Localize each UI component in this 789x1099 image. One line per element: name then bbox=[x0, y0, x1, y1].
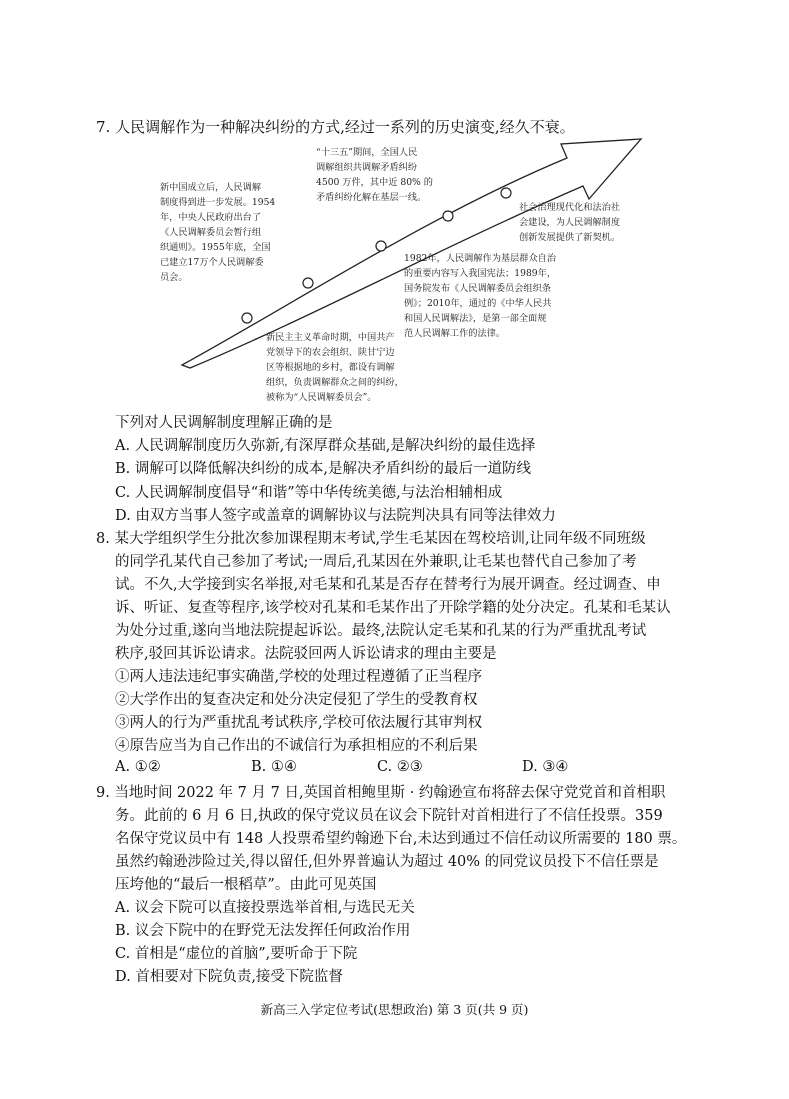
question-7-prompt: 下列对人民调解制度理解正确的是 bbox=[115, 415, 333, 431]
timeline-node bbox=[376, 241, 386, 251]
question-8-item-4: ④原告应当为自己作出的不诚信行为承担相应的不利后果 bbox=[115, 738, 478, 754]
question-8-choice-a: A. ①② bbox=[115, 759, 161, 775]
timeline-note-1954: 新中国成立后，人民调解 制度得到进一步发展。1954 年，中央人民政府出台了 《人民调解委员会暂行组 织通则》。1955年底，全国 已建立17万个人民调解委 员会。 bbox=[160, 182, 276, 283]
question-8-choices bbox=[115, 759, 675, 781]
question-8-choice-c: C. ②③ bbox=[377, 759, 423, 775]
question-8-line-3: 试。不久,大学接到实名举报,对毛某和孔某是否存在替考行为展开调查。经过调查、申 bbox=[115, 577, 661, 593]
question-8-item-3: ③两人的行为严重扰乱考试秩序,学校可依法履行其审判权 bbox=[115, 715, 483, 731]
question-8-line-5: 为处分过重,遂向当地法院提起诉讼。最终,法院认定毛某和孔某的行为严重扰乱考试 bbox=[115, 623, 647, 639]
timeline-node bbox=[242, 313, 252, 323]
question-8-line-1: 8. 某大学组织学生分批次参加课程期末考试,学生毛某因在驾校培训,让同年级不同班级 bbox=[96, 531, 646, 547]
question-7-option-b: B. 调解可以降低解决纠纷的成本,是解决矛盾纠纷的最后一道防线 bbox=[115, 461, 531, 477]
question-9-option-b: B. 议会下院中的在野党无法发挥任何政治作用 bbox=[115, 923, 411, 939]
timeline-note-1982: 1982年，人民调解作为基层群众自治 的重要内容写入我国宪法；1989年， 国务院发布《人民调解委员会组织条 例》；2010年，通过的《中华人民共 和国人民调解法》，是第一部全面规 范人民调解工作的法律。 bbox=[404, 253, 557, 339]
question-9-line-5: 压垮他的“最后一根稻草”。由此可见英国 bbox=[115, 877, 377, 893]
question-7-option-a: A. 人民调解制度历久弥新,有深厚群众基础,是解决纠纷的最佳选择 bbox=[115, 438, 536, 454]
question-8-choice-b: B. ①④ bbox=[251, 759, 297, 775]
timeline-node bbox=[501, 188, 511, 198]
timeline-note-13th-five-year: “十三五”期间，全国人民 调解组织共调解矛盾纠纷 4500 万件，其中近 80% 的 矛盾纠纷化解在基层一线。 bbox=[316, 147, 433, 203]
timeline-note-modernization: 社会治理现代化和法治社 会建设，为人民调解制度 创新发展提供了新契机。 bbox=[519, 202, 621, 243]
question-9-line-3: 名保守党议员中有 148 人投票希望约翰逊下台,未达到通过不信任动议所需要的 180 票。 bbox=[115, 831, 687, 847]
question-8-line-2: 的同学孔某代自己参加了考试;一周后,孔某因在外兼职,让毛某也替代自己参加了考 bbox=[115, 554, 637, 570]
question-8-item-2: ②大学作出的复查决定和处分决定侵犯了学生的受教育权 bbox=[115, 692, 478, 708]
timeline-node bbox=[443, 211, 453, 221]
question-8-line-6: 秩序,驳回其诉讼请求。法院驳回两人诉讼请求的理由主要是 bbox=[115, 646, 497, 662]
timeline-node bbox=[303, 278, 313, 288]
page-footer: 新高三入学定位考试(思想政治) 第 3 页(共 9 页) bbox=[260, 1002, 529, 1017]
question-9-line-2: 务。此前的 6 月 6 日,执政的保守党议员在议会下院针对首相进行了不信任投票。359 bbox=[115, 808, 663, 824]
question-8-choice-d: D. ③④ bbox=[522, 759, 569, 775]
question-8-item-1: ①两人违法违纪事实确凿,学校的处理过程遵循了正当程序 bbox=[115, 669, 483, 685]
question-9-line-4: 虽然约翰逊涉险过关,得以留任,但外界普遍认为超过 40% 的同党议员投下不信任票是 bbox=[115, 854, 659, 870]
question-9-option-d: D. 首相要对下院负责,接受下院监督 bbox=[115, 969, 343, 985]
question-9-line-1: 9. 当地时间 2022 年 7 月 7 日,英国首相鲍里斯 · 约翰逊宣布将辞去保守党党首和首相职 bbox=[96, 785, 666, 801]
question-7-stem: 7. 人民调解作为一种解决纠纷的方式,经过一系列的历史演变,经久不衰。 bbox=[96, 118, 575, 136]
question-9-option-a: A. 议会下院可以直接投票选举首相,与选民无关 bbox=[115, 900, 415, 916]
timeline-note-revolution: 新民主主义革命时期，中国共产 党领导下的农会组织、陕甘宁边 区等根据地的乡村，都设有调解 组织，负责调解群众之间的纠纷， 被称为“人民调解委员会”。 bbox=[266, 332, 404, 403]
question-7-option-d: D. 由双方当事人签字或盖章的调解协议与法院判决具有同等法律效力 bbox=[115, 508, 556, 524]
question-9-option-c: C. 首相是“虚位的首脑”,要听命于下院 bbox=[115, 946, 358, 962]
question-7-option-c: C. 人民调解制度倡导“和谐”等中华传统美德,与法治相辅相成 bbox=[115, 485, 503, 501]
question-8-line-4: 诉、听证、复查等程序,该学校对孔某和毛某作出了开除学籍的处分决定。孔某和毛某认 bbox=[115, 600, 671, 616]
